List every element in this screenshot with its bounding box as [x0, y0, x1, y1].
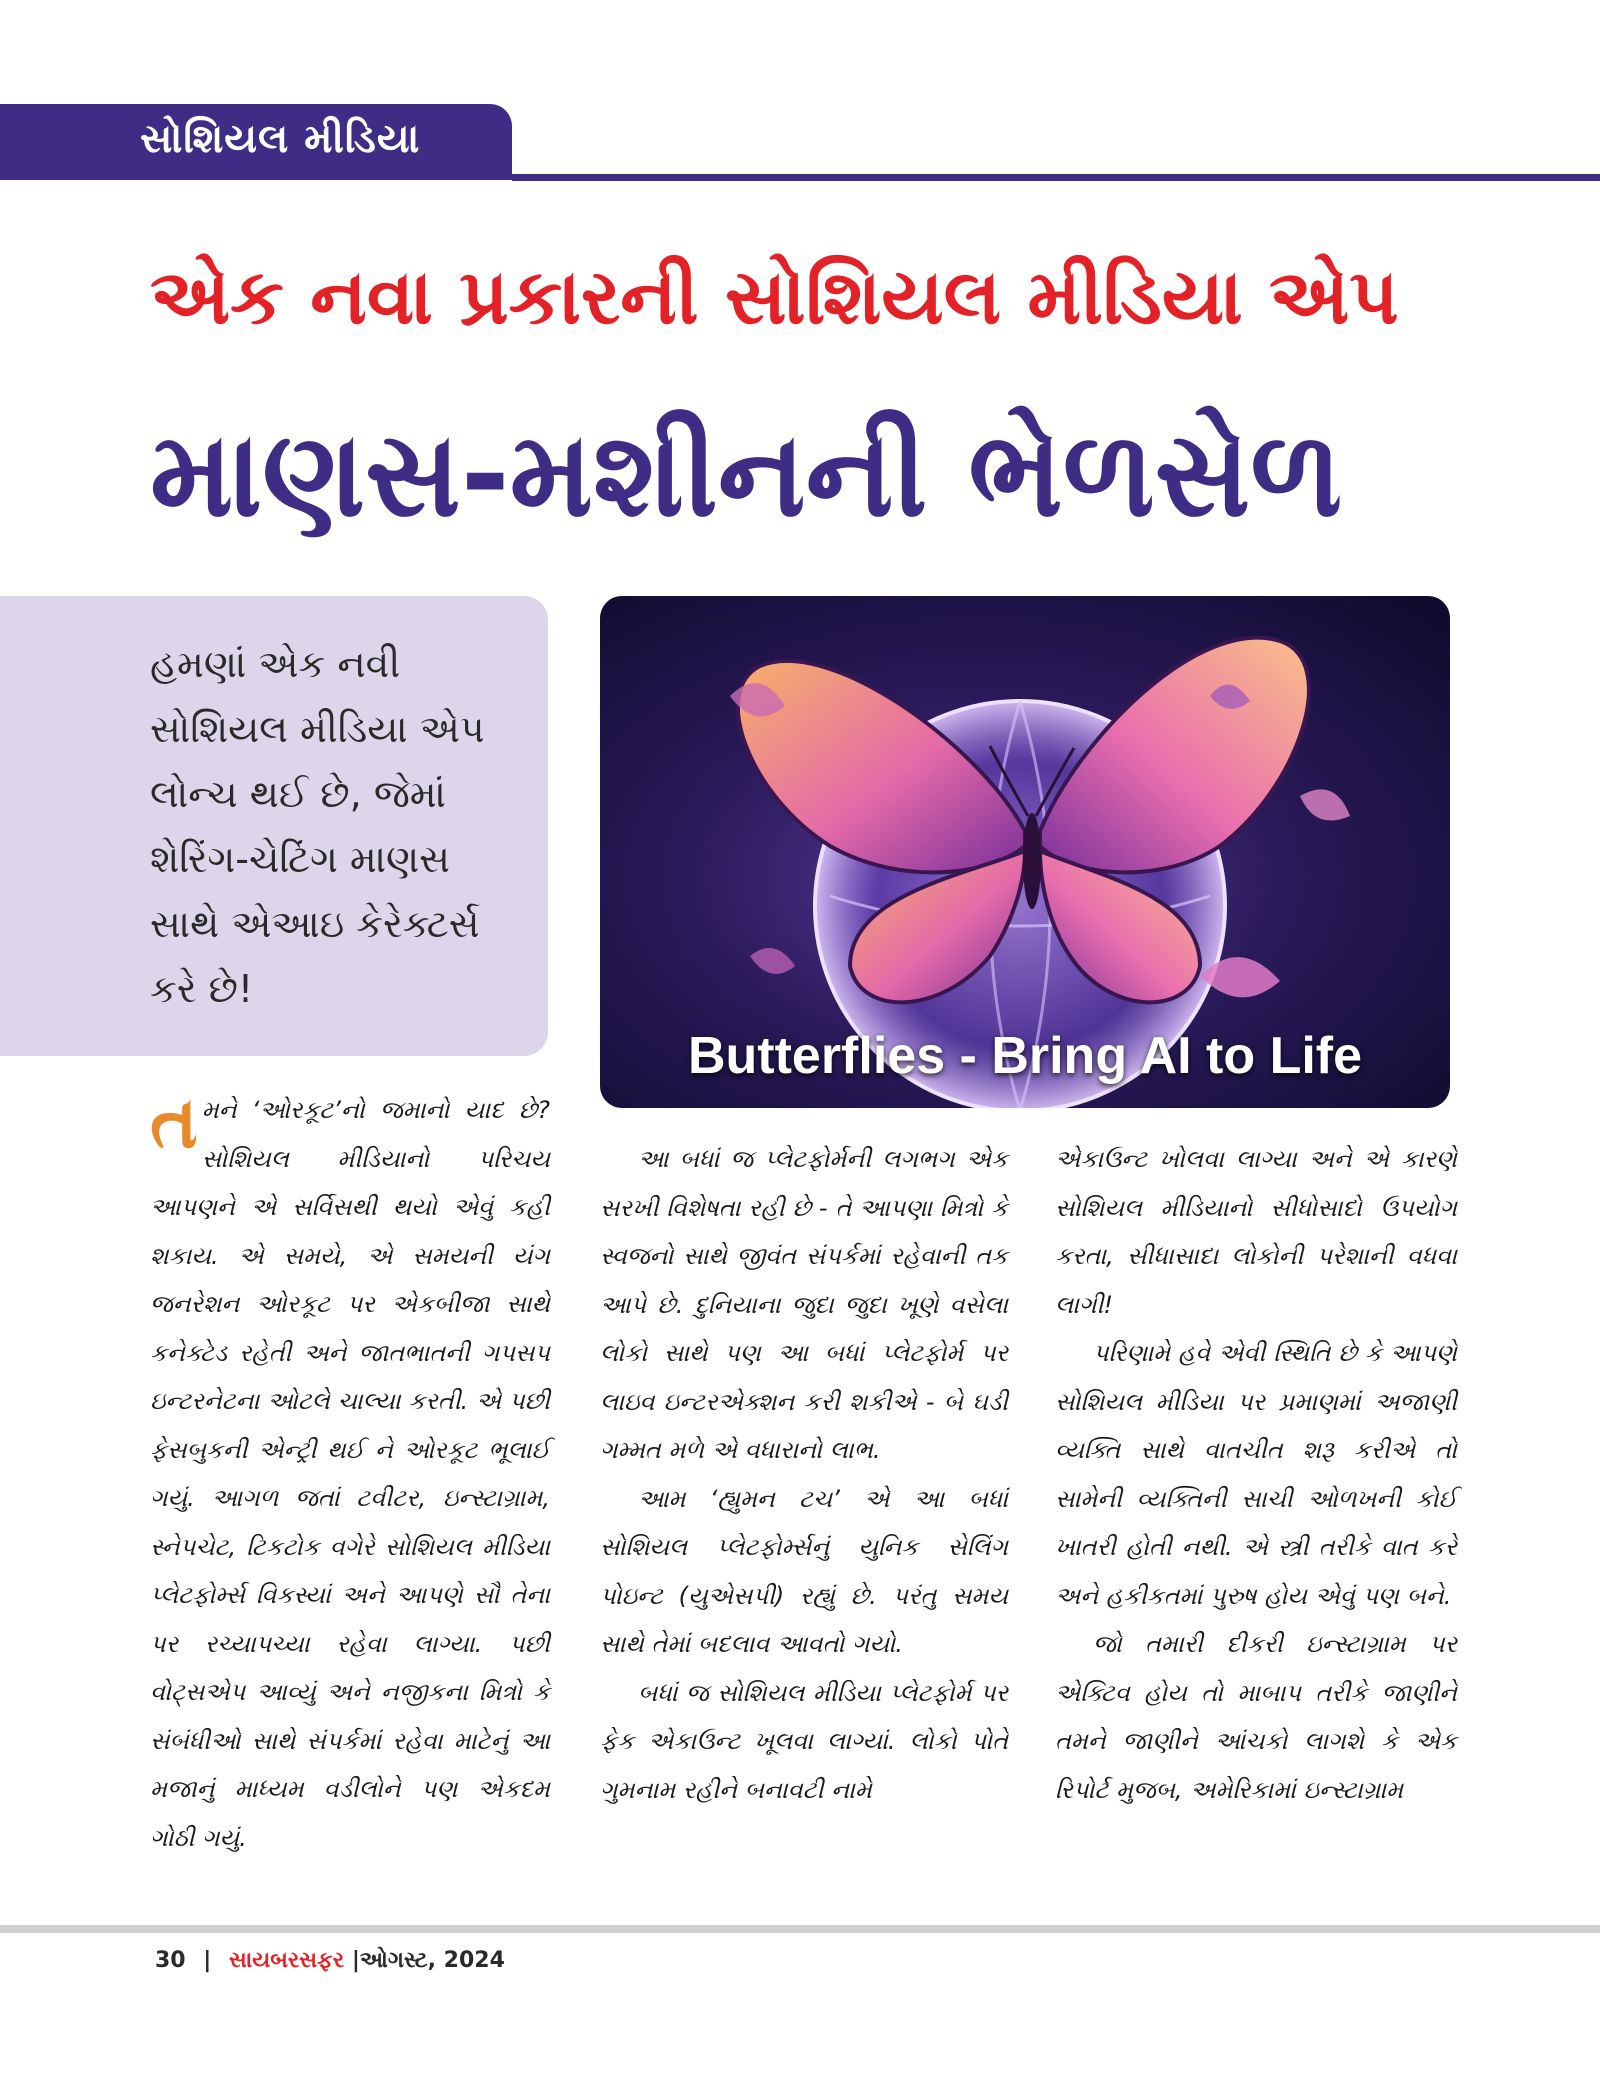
section-tab	[0, 104, 512, 180]
article-column-2	[600, 1135, 1008, 1814]
issue-date: |ઓગસ્ટ, 2024	[351, 1948, 505, 1973]
footer-separator: |	[203, 1948, 212, 1973]
hero-image	[600, 596, 1450, 1108]
page-footer	[155, 1948, 505, 1973]
article-paragraph: બધાં જ સોશિયલ મીડિયા પ્લેટફોર્મ પર ફેક એકાઉન્ટ ખૂલવા લાગ્યાં. લોકો પોતે ગુમનામ રહીને બનાવટી નામે	[600, 1678, 1008, 1804]
pull-quote-text: હમણાં એક નવી સોશિયલ મીડિયા એપ લોન્ચ થઈ છે, જેમાં શેરિંગ-ચેટિંગ માણસ સાથે એઆઇ કેરેક્ટર્સ કરે છે!	[150, 642, 485, 1011]
hero-caption: Butterflies - Bring AI to Life	[687, 1027, 1363, 1085]
article-column-1	[150, 1080, 550, 1862]
article-paragraph: એકાઉન્ટ ખોલવા લાગ્યા અને એ કારણે સોશિયલ મીડિયાનો સીધોસાદો ઉપયોગ કરતા, સીધાસાદા લોકોની પરેશાની વધવા લાગી!	[1055, 1145, 1457, 1319]
article-paragraph: આમ ‘હ્યુમન ટચ’ એ આ બધાં સોશિયલ પ્લેટફોર્મ્સનું યુનિક સેલિંગ પોઇન્ટ (યુએસપી) રહ્યું છે. પરંતુ સમય સાથે તેમાં બદલાવ આવતો ગયો.	[600, 1484, 1008, 1658]
article-paragraph: જો તમારી દીકરી ઇન્સ્ટાગ્રામ પર એક્ટિવ હોય તો માબાપ તરીકે જાણીને તમને જાણીને આંચકો લાગશે કે એક રિપોર્ટ મુજબ, અમેરિકામાં ઇન્સ્ટાગ્રામ	[1055, 1630, 1457, 1804]
pull-quote-box	[0, 596, 548, 1056]
headline-kicker: એક નવા પ્રકારની સોશિયલ મીડિયા એપ	[150, 252, 1399, 341]
article-column-3	[1055, 1135, 1457, 1814]
section-rule	[512, 174, 1600, 181]
page-number: 30	[155, 1948, 186, 1973]
headline-title: માણસ-મશીનની ભેળસેળ	[150, 405, 1343, 543]
article-paragraph: આ બધાં જ પ્લેટફોર્મની લગભગ એક સરખી વિશેષતા રહી છે - તે આપણા મિત્રો કે સ્વજનો સાથે જીવંત સંપર્કમાં રહેવાની તક આપે છે. દુનિયાના જુદા જુદા ખૂણે વસેલા લોકો સાથે પણ આ બધાં પ્લેટફોર્મ પર લાઇવ ઇન્ટરએક્શન કરી શકીએ - બે ઘડી ગમ્મત મળે એ વધારાનો લાભ.	[600, 1145, 1008, 1464]
article-paragraph: મને ‘ઓરકૂટ’નો જમાનો યાદ છે? સોશિયલ મીડિયાનો પરિચય આપણને એ સર્વિસથી થયો એવું કહી શકાય. એ સમયે, એ સમયની યંગ જનરેશન ઓરકૂટ પર એકબીજા સાથે કનેક્ટેડ રહેતી અને જાતભાતની ગપસપ ઇન્ટરનેટના ઓટલે ચાલ્યા કરતી. એ પછી ફેસબુકની એન્ટ્રી થઈ ને ઓરકૂટ ભૂલાઈ ગયું. આગળ જતાં ટવીટર, ઇન્સ્ટાગ્રામ, સ્નેપચેટ, ટિકટોક વગેરે સોશિયલ મીડિયા પ્લેટફોર્મ્સ વિકસ્યાં અને આપણે સૌ તેના પર રચ્યાપચ્યા રહેવા લાગ્યા. પછી વોટ્સએપ આવ્યું અને નજીકના મિત્રો કે સંબંધીઓ સાથે સંપર્કમાં રહેવા માટેનું આ મજાનું માધ્યમ વડીલોને પણ એકદમ ગોઠી ગયું.	[150, 1096, 550, 1852]
section-label: સોશિયલ મીડિયા	[140, 116, 421, 162]
footer-rule	[0, 1925, 1600, 1933]
article-paragraph: પરિણામે હવે એવી સ્થિતિ છે કે આપણે સોશિયલ મીડિયા પર પ્રમાણમાં અજાણી વ્યક્તિ સાથે વાતચીત શરૂ કરીએ તો સામેની વ્યક્તિની સાચી ઓળખની કોઈ ખાતરી હોતી નથી. એ સ્ત્રી તરીકે વાત કરે અને હકીકતમાં પુરુષ હોય એવું પણ બને.	[1055, 1339, 1457, 1610]
drop-cap: ત	[150, 1080, 198, 1164]
magazine-name: સાયબરસફર	[229, 1948, 345, 1973]
